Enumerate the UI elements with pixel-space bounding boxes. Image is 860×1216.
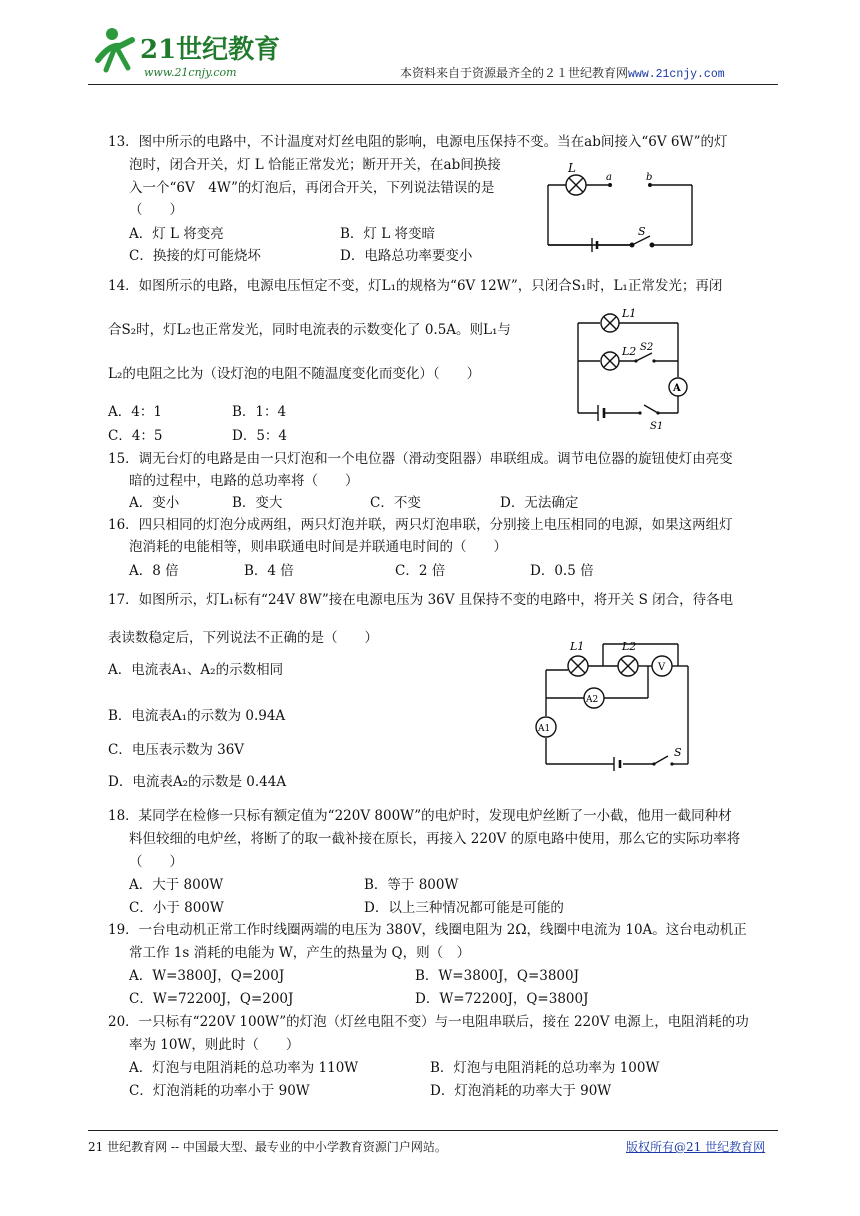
q20-option-a: A．灯泡与电阻消耗的总功率为 110W [129, 1060, 359, 1076]
q19-option-c: C．W=72200J，Q=200J [129, 991, 294, 1007]
q13-option-c: C．换接的灯可能烧坏 [129, 248, 261, 264]
header-notice: 本资料来自于资源最齐全的２１世纪教育网www.21cnjy.com [400, 66, 725, 81]
q14-line-3: L₂的电阻之比为（设灯泡的电阻不随温度变化而变化）（ ） [108, 366, 481, 382]
q18-line-1: 18．某同学在检修一只标有额定值为“220V 800W”的电炉时，发现电炉丝断了一小截，他用一截同种材 [108, 808, 732, 824]
svg-text:L2: L2 [622, 640, 637, 653]
site-logo[interactable] [88, 20, 288, 86]
q13-line-3: 入一个“6V 4W”的灯泡后，再闭合开关，下列说法错误的是 [129, 180, 495, 196]
q19-line-1: 19．一台电动机正常工作时线圈两端的电压为 380V，线圈电阻为 2Ω，线圈中电流为 10A。这台电动机正 [108, 922, 747, 938]
q14-line-2: 合S₂时，灯L₂也正常发光，同时电流表的示数变化了 0.5A。则L₁与 [108, 322, 511, 338]
battery-icon [598, 405, 604, 421]
header-site-link[interactable]: www.21cnjy.com [628, 68, 725, 81]
q18-line-3: （ ） [129, 854, 183, 870]
q16-option-a: A．8 倍 [129, 563, 179, 579]
footer-copyright-link[interactable]: 版权所有@21 世纪教育网 [626, 1140, 766, 1154]
q13-line-1: 13．图中所示的电路中，不计温度对灯丝电阻的影响，电源电压保持不变。当在ab间接入“6V 6W”的灯 [108, 134, 728, 150]
q15-option-b: B．变大 [232, 495, 283, 511]
svg-text:L1: L1 [622, 307, 637, 320]
q20-option-c: C．灯泡消耗的功率小于 90W [129, 1083, 310, 1099]
q17-line-2: 表读数稳定后，下列说法不正确的是（ ） [108, 630, 378, 646]
q17-option-b: B．电流表A₁的示数为 0.94A [108, 708, 286, 724]
q13-option-b: B．灯 L 将变暗 [340, 226, 435, 242]
logo-url: www.21cnjy.com [144, 66, 237, 79]
q14-circuit-diagram [570, 305, 700, 433]
q13-line-2: 泡时，闭合开关，灯 L 恰能正常发光；断开开关，在ab间换接 [129, 157, 501, 173]
q16-option-c: C．2 倍 [395, 563, 446, 579]
q18-option-d: D．以上三种情况都可能是可能的 [364, 900, 564, 916]
q20-line-2: 率为 10W，则此时（ ） [129, 1037, 300, 1053]
q14-option-d: D．5：4 [232, 428, 288, 444]
q19-option-d: D．W=72200J，Q=3800J [415, 991, 589, 1007]
svg-text:V: V [658, 662, 666, 673]
q14-line-1: 14．如图所示的电路，电源电压恒定不变，灯L₁的规格为“6V 12W”，只闭合S₁时，L₁正常发光；再闭 [108, 278, 723, 294]
svg-text:A: A [673, 383, 681, 394]
q19-option-b: B．W=3800J，Q=3800J [415, 968, 580, 984]
svg-text:S1: S1 [650, 421, 664, 432]
svg-text:a: a [606, 172, 612, 183]
q18-option-b: B．等于 800W [364, 877, 459, 893]
q14-option-b: B．1：4 [232, 404, 287, 420]
q16-line-1: 16．四只相同的灯泡分成两组，两只灯泡并联，两只灯泡串联，分别接上电压相同的电源，如果这两组灯 [108, 517, 733, 533]
q13-option-a: A．灯 L 将变亮 [129, 226, 224, 242]
q19-line-2: 常工作 1s 消耗的电能为 W，产生的热量为 Q，则（ ） [129, 945, 471, 961]
header-divider [88, 84, 778, 85]
q15-option-d: D．无法确定 [500, 495, 579, 511]
svg-text:S2: S2 [640, 342, 654, 353]
svg-text:b: b [646, 172, 653, 183]
q18-line-2: 料但较细的电炉丝，将断了的取一截补接在原长，再接入 220V 的原电路中使用，那么它的实际功率将 [129, 831, 741, 847]
svg-text:A2: A2 [586, 695, 599, 705]
svg-text:L1: L1 [570, 640, 585, 653]
logo-text: 21世纪教育 [140, 35, 281, 65]
svg-text:S: S [638, 225, 646, 238]
terminal-a-icon [608, 183, 612, 187]
q19-option-a: A．W=3800J，Q=200J [129, 968, 285, 984]
q20-option-d: D．灯泡消耗的功率大于 90W [430, 1083, 612, 1099]
q15-option-a: A．变小 [129, 495, 180, 511]
q15-option-c: C．不变 [370, 495, 421, 511]
q13-circuit-diagram [540, 160, 705, 255]
q15-line-1: 15．调无台灯的电路是由一只灯泡和一个电位器（滑动变阻器）串联组成。调节电位器的旋钮使灯由亮变 [108, 451, 733, 467]
terminal-b-icon [648, 183, 652, 187]
svg-text:L2: L2 [622, 345, 637, 358]
q17-option-d: D．电流表A₂的示数是 0.44A [108, 774, 287, 790]
q17-option-a: A．电流表A₁、A₂的示数相同 [108, 662, 284, 678]
q16-option-b: B．4 倍 [244, 563, 294, 579]
svg-text:A1: A1 [538, 724, 551, 734]
q17-option-c: C．电压表示数为 36V [108, 742, 245, 758]
q16-option-d: D．0.5 倍 [530, 563, 594, 579]
q14-option-c: C．4：5 [108, 428, 163, 444]
q16-line-2: 泡消耗的电能相等，则串联通电时间是并联通电时间的（ ） [129, 539, 507, 555]
q17-line-1: 17．如图所示，灯L₁标有“24V 8W”接在电源电压为 36V 且保持不变的电路中，将开关 S 闭合，待各电 [108, 592, 734, 608]
q20-option-b: B．灯泡与电阻消耗的总功率为 100W [430, 1060, 660, 1076]
battery-icon [614, 757, 620, 771]
svg-text:L: L [568, 161, 576, 175]
q18-option-c: C．小于 800W [129, 900, 224, 916]
svg-text:S: S [674, 746, 682, 759]
q17-circuit-diagram [528, 636, 708, 774]
q20-line-1: 20．一只标有“220V 100W”的灯泡（灯丝电阻不变）与一电阻串联后，接在 220V 电源上，电阻消耗的功 [108, 1014, 749, 1030]
q13-option-d: D．电路总功率要变小 [340, 248, 473, 264]
q13-line-4: （ ） [129, 202, 183, 218]
footer-divider [88, 1130, 778, 1131]
q15-line-2: 暗的过程中，电路的总功率将（ ） [129, 473, 359, 489]
footer-text: 21 世纪教育网 -- 中国最大型、最专业的中小学教育资源门户网站。 [88, 1140, 447, 1154]
q14-option-a: A．4：1 [108, 404, 162, 420]
runner-icon [98, 28, 132, 70]
q18-option-a: A．大于 800W [129, 877, 224, 893]
